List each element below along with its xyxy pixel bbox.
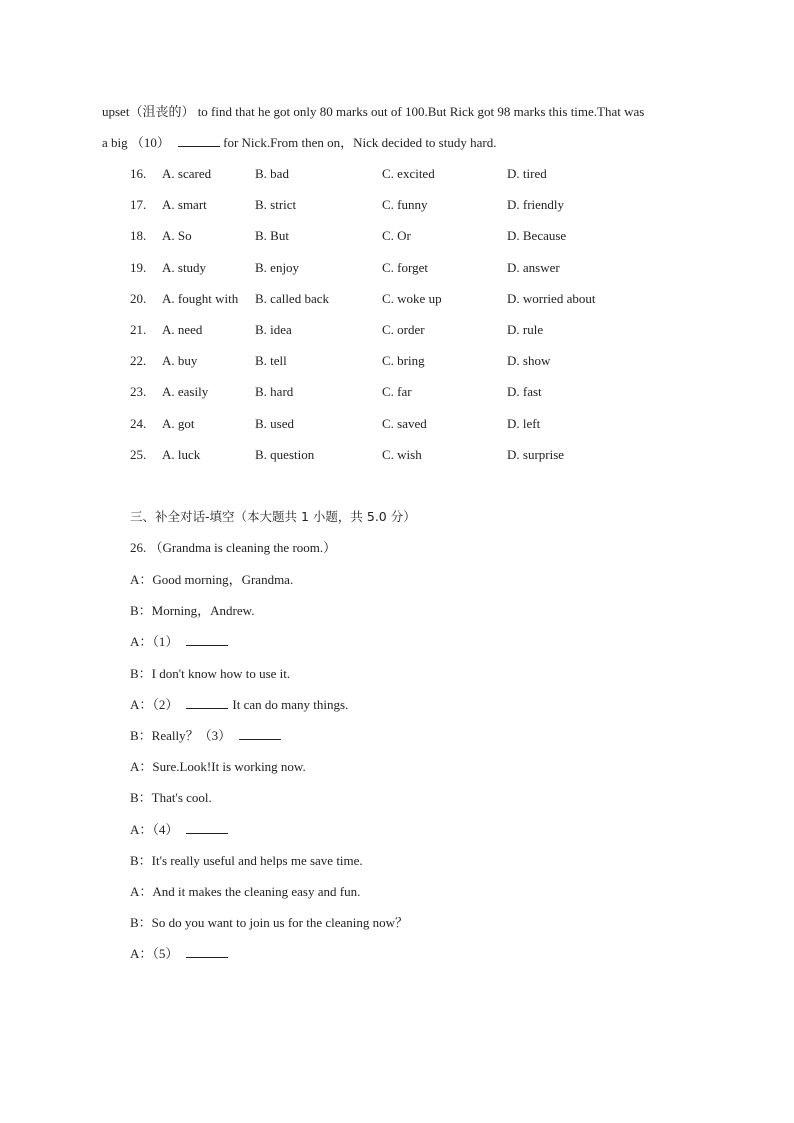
dialogue-intro: 26. （Grandma is cleaning the room.）	[130, 540, 337, 555]
question-number: 21.	[130, 322, 147, 337]
option-d: D. friendly	[507, 197, 565, 213]
question-number: 25.	[130, 446, 147, 462]
option-b: B. enjoy	[255, 259, 300, 275]
dialogue-text-after: It can do many things.	[232, 696, 349, 712]
question-number: 19.	[130, 259, 147, 275]
dialogue-text: B：I don't know how to use it.	[130, 665, 291, 681]
answer-blank[interactable]	[186, 634, 228, 646]
option-c: C. bring	[382, 353, 425, 369]
dialogue-line	[130, 666, 290, 682]
option-d: D. show	[507, 353, 551, 369]
option-d: D. surprise	[507, 446, 565, 462]
dialogue-text: A：（2）	[130, 696, 179, 712]
dialogue-text: B：That's cool.	[130, 790, 212, 806]
option-b: B. hard	[255, 384, 294, 400]
question-number: 16.	[130, 166, 147, 181]
option-c: C. order	[382, 322, 425, 337]
option-d: D. left	[507, 415, 541, 431]
dialogue-line	[130, 884, 360, 900]
dialogue-line	[130, 572, 293, 588]
dialogue-text: A：（1）	[130, 634, 179, 650]
option-a: A. need	[162, 322, 203, 337]
dialogue-line	[130, 697, 348, 713]
option-b: B. called back	[255, 290, 329, 306]
option-a: A. scared	[162, 166, 212, 181]
option-b: B. bad	[255, 166, 289, 181]
dialogue-line	[130, 759, 306, 775]
dialogue-line	[130, 728, 281, 744]
question-number: 17.	[130, 197, 147, 213]
question-number: 24.	[130, 415, 147, 431]
option-c: C. far	[382, 384, 412, 400]
passage-line-2-start: a big （10）	[102, 135, 170, 150]
dialogue-text: B：Morning，Andrew.	[130, 603, 255, 619]
dialogue-text: A：Good morning，Grandma.	[130, 572, 294, 587]
dialogue-text: A：Sure.Look!It is working now.	[130, 759, 306, 775]
option-c: C. wish	[382, 446, 422, 462]
dialogue-text: A：（4）	[130, 821, 179, 837]
option-a: A. smart	[162, 197, 207, 213]
option-b: B. tell	[255, 353, 287, 369]
dialogue-text: A：And it makes the cleaning easy and fun.	[130, 884, 361, 899]
passage-line-2-end: for Nick.From then on，Nick decided to study hard.	[223, 135, 497, 150]
dialogue-text: B：It's really useful and helps me save time.	[130, 852, 363, 868]
option-d: D. answer	[507, 259, 560, 275]
passage-line-1: upset（沮丧的） to find that he got only 80 marks out of 100.But Rick got 98 marks this time.That was	[102, 104, 645, 119]
dialogue-line	[130, 946, 228, 962]
dialogue-line	[130, 790, 212, 806]
option-d: D. fast	[507, 384, 542, 400]
option-c: C. Or	[382, 228, 411, 244]
dialogue-line	[130, 853, 363, 869]
dialogue-text: A：（5）	[130, 946, 179, 962]
option-a: A. got	[162, 415, 195, 431]
section-heading: 三、补全对话-填空（本大题共 1 小题，共 5.0 分）	[130, 509, 416, 524]
option-c: C. funny	[382, 197, 428, 213]
question-number: 22.	[130, 353, 147, 369]
option-d: D. tired	[507, 166, 547, 181]
question-number: 23.	[130, 384, 147, 400]
option-c: C. forget	[382, 259, 428, 275]
option-d: D. Because	[507, 228, 567, 244]
option-a: A. fought with	[162, 290, 239, 306]
option-a: A. buy	[162, 353, 198, 369]
option-b: B. question	[255, 446, 315, 462]
question-number: 18.	[130, 228, 147, 244]
answer-blank[interactable]	[186, 822, 228, 834]
answer-blank[interactable]	[186, 697, 228, 709]
option-a: A. So	[162, 228, 192, 244]
answer-blank[interactable]	[239, 728, 281, 740]
dialogue-line	[130, 915, 408, 931]
option-a: A. study	[162, 259, 207, 275]
option-c: C. woke up	[382, 290, 442, 306]
option-d: D. rule	[507, 322, 544, 337]
answer-blank[interactable]	[186, 946, 228, 958]
option-c: C. saved	[382, 415, 427, 431]
passage-line-2	[102, 135, 496, 151]
option-a: A. luck	[162, 446, 201, 462]
option-b: B. But	[255, 228, 289, 244]
question-number: 20.	[130, 290, 147, 306]
option-d: D. worried about	[507, 290, 596, 306]
dialogue-text: B：So do you want to join us for the cleaning now？	[130, 915, 409, 931]
option-b: B. used	[255, 415, 294, 431]
dialogue-line	[130, 822, 228, 838]
option-b: B. strict	[255, 197, 297, 213]
option-c: C. excited	[382, 166, 435, 181]
option-a: A. easily	[162, 384, 209, 400]
dialogue-text: B：Really？（3）	[130, 728, 232, 743]
option-b: B. idea	[255, 322, 292, 337]
answer-blank	[178, 135, 220, 147]
dialogue-line	[130, 634, 228, 650]
dialogue-line	[130, 603, 254, 619]
